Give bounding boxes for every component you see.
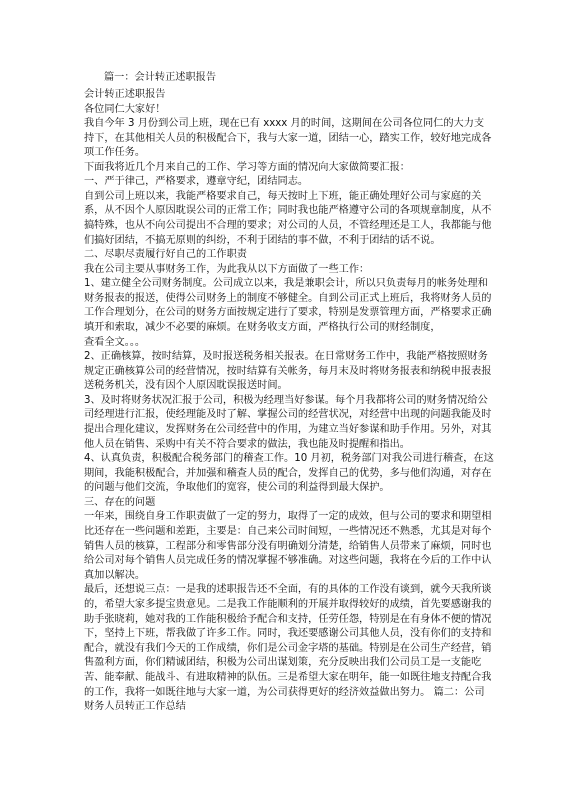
- paragraph: 自到公司上班以来，我能严格要求自己，每天按时上下班，能正确处理好公司与家庭的关系，从不因个人原因耽误公司的正常工作；同时我也能严格遵守公司的各项规章制度，从不搞特殊，也从不向公司提出不合理的要求；对公司的人员，不管经理还是工人，我都能与他们搞好团结，不搞无原则的纠纷，不利于团结的事不做，不利于团结的话不说。: [84, 190, 492, 246]
- document-title: 篇一：会计转正述职报告: [104, 72, 217, 83]
- paragraph: 一年来，围绕自身工作职责做了一定的努力，取得了一定的成效，但与公司的要求和期望相比还存在一些问题和差距，主要是：自己来公司时间短，一些情况还不熟悉，尤其是对每个销售人员的核算，工程部分和零售部分没有明确划分清楚，给销售人员带来了麻烦，同时也给公司对每个销售人员完成任务的情况掌握不够准确。对这些问题，我将在今后的工作中认真加以解决。: [84, 511, 492, 581]
- document-blocks: [84, 88, 494, 715]
- text-line: 查看全文。。。: [84, 336, 146, 348]
- paragraph: 4、认真负责，积极配合税务部门的稽查工作。10 月初，税务部门对我公司进行稽查，在这期间，我能积极配合，并加强和稽查人员的配合，发挥自己的优势，多与他们沟通，对存在的问题与他们交流，争取他们的宽容，使公司的利益得到最大保护。: [84, 453, 494, 494]
- text-line: 二、尽职尽责履行好自己的工作职责: [84, 249, 247, 261]
- paragraph: 2、正确核算，按时结算，及时报送税务相关报表。在日常财务工作中，我能严格按照财务规定正确核算公司的经营情况，按时结算有关帐务，每月末及时将财务报表和纳税申报表报送税务机关，没有因个人原因耽误报送时间。: [84, 351, 492, 392]
- text-line: 三、存在的问题: [84, 496, 156, 508]
- text-line: 各位同仁大家好！: [84, 103, 166, 115]
- document-body: [84, 71, 494, 715]
- text-line: 会计转正述职报告: [84, 89, 166, 100]
- text-line: 我在公司主要从事财务工作，为此我从以下方面做了一些工作：: [84, 263, 370, 275]
- paragraph: 我自今年 3 月份到公司上班，现在已有 xxxx 月的时间，这期间在公司各位同仁的大力支持下，在其他相关人员的积极配合下，我与大家一道，团结一心，踏实工作，较好地完成各项工作任务。: [84, 118, 492, 159]
- paragraph: 最后，还想说三点：一是我的述职报告还不全面，有的具体的工作没有谈到，就今天我所谈的，希望大家多提宝贵意见。二是我工作能顺利的开展并取得较好的成绩，首先要感谢我的助手张晓莉，她对我的工作能积极给予配合和支持，任劳任怨，特别是在有身体不便的情况下，坚持上下班，帮我做了许多工作。同时，我还要感谢公司其他人员，没有你们的支持和配合，就没有我们今天的工作成绩，你们是公司金字塔的基础。特别是在公司生产经营，销售盈利方面，你们精诚团结，积极为公司出谋划策，充分反映出我们公司员工是一支能吃苦、能奉献、能战斗、有进取精神的队伍。三是希望大家在明年，能一如既往地支持配合我的工作，我将一如既往地与大家一道，为公司获得更好的经济效益做出努力。 篇二：公司财务人员转正工作总结: [84, 584, 492, 713]
- paragraph: 3、及时将财务状况汇报于公司，积极为经理当好参谋。每个月我都将公司的财务情况给公司经理进行汇报，使经理能及时了解、掌握公司的经营状况，对经营中出现的问题我能及时提出合理化建议，发挥财务在公司经营中的作用，为建立当好参谋和助手作用。另外，对其他人员在销售、采购中有关不符合要求的做法，我也能及时提醒和指出。: [84, 394, 492, 450]
- paragraph: 1、建立健全公司财务制度。公司成立以来，我是兼职会计，所以只负责每月的帐务处理和财务报表的报送，使得公司财务上的制度不够健全。自到公司正式上班后，我将财务人员的工作合理划分，在公司的财务方面按规定进行了要求，特别是发票管理方面，严格要求正确填开和索取，减少不必要的麻烦。在财务收支方面，严格执行公司的财经制度，: [84, 278, 492, 333]
- text-line: 一、严于律己，严格要求，遵章守纪，团结同志。: [84, 176, 309, 188]
- text-line: 下面我将近几个月来自己的工作、学习等方面的情况向大家做简要汇报：: [84, 161, 410, 173]
